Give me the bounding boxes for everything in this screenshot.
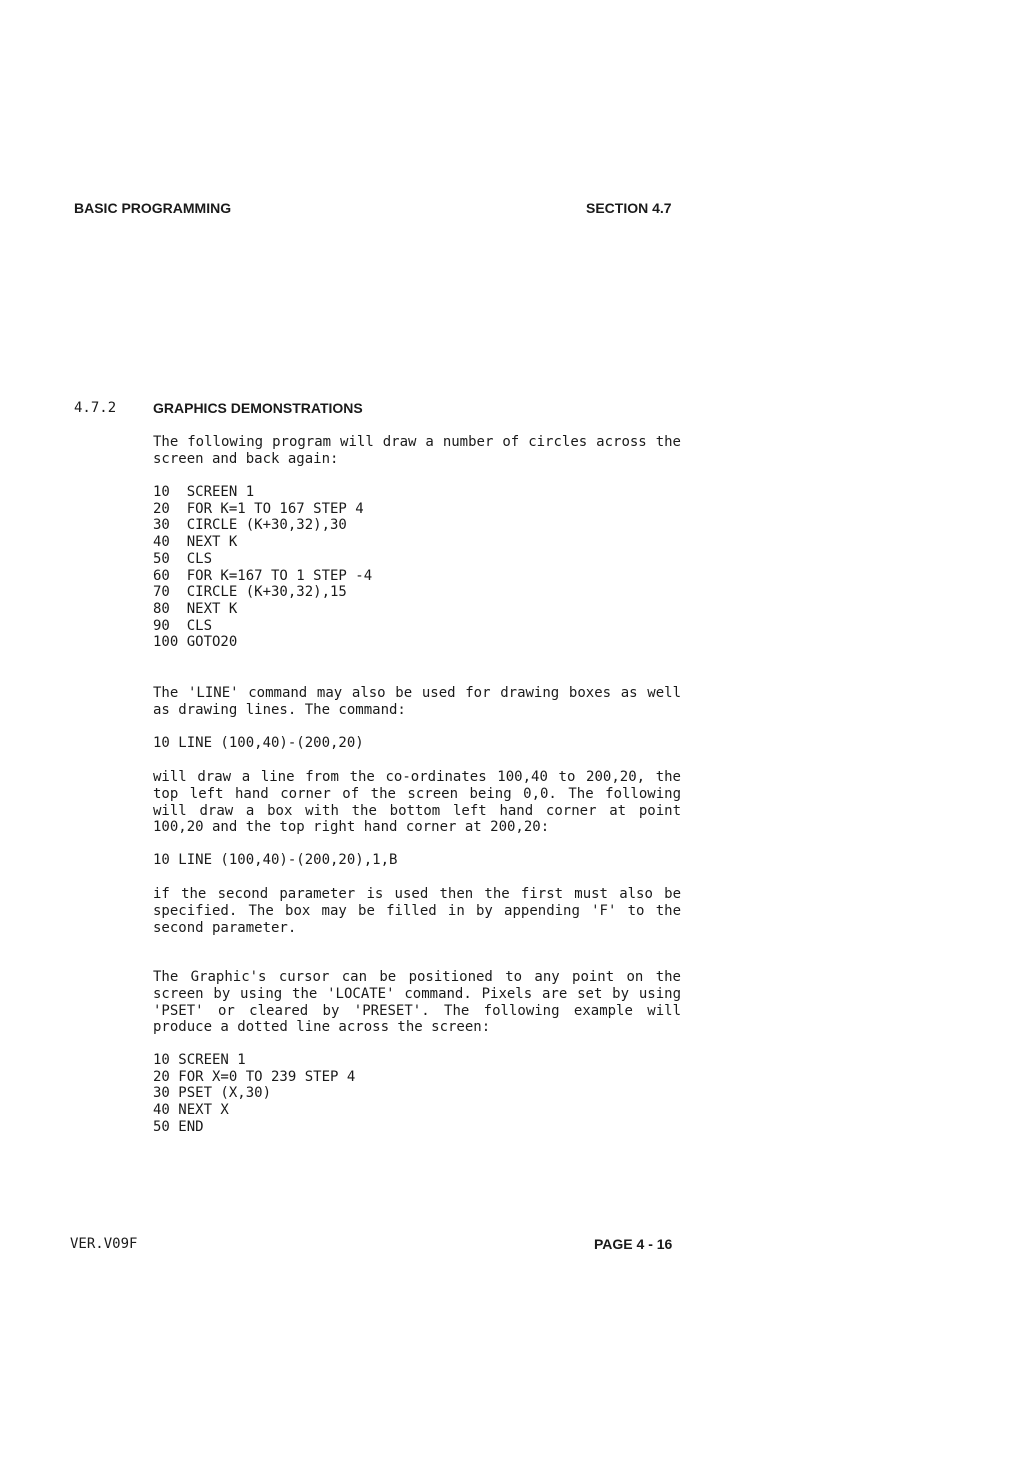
code-line: 50 CLS [153,550,213,567]
code-line: 40 NEXT K [153,534,238,551]
code-line: 20 FOR X=0 TO 239 STEP 4 [153,1068,356,1085]
code-line: 30 CIRCLE (K+30,32),30 [153,517,347,534]
line-command-example: 10 LINE (100,40)-(200,20) [153,735,364,751]
line-explanation-paragraph: will draw a line from the co-ordinates 100,40 to 200,20, the top left hand corner of the screen being 0,0. The following will draw a box with the bottom left hand corner at point 100,20 and the top right hand corner at 200,20: [153,769,681,836]
code-line: 10 SCREEN 1 [153,484,255,500]
code-line: 70 CIRCLE (K+30,32),15 [153,584,347,601]
code-line: 10 SCREEN 1 [153,1052,246,1068]
section-number: 4.7.2 [74,400,117,416]
code-line: 30 PSET (X,30) [153,1085,272,1102]
code-line: 20 FOR K=1 TO 167 STEP 4 [153,500,364,517]
section-title: GRAPHICS DEMONSTRATIONS [153,400,363,416]
running-header-title: BASIC PROGRAMMING [74,200,232,216]
box-command-example: 10 LINE (100,40)-(200,20),1,B [153,852,398,868]
code-line: 60 FOR K=167 TO 1 STEP -4 [153,567,373,584]
running-header-section: SECTION 4.7 [586,200,672,216]
code-line: 50 END [153,1118,204,1135]
code-line: 90 CLS [153,617,213,634]
program-listing-pset [153,1052,355,1136]
code-line: 100 GOTO20 [153,634,238,651]
cursor-paragraph: The Graphic's cursor can be positioned to any point on the screen by using the 'LOCATE' command. Pixels are set by using 'PSET' or cleared by 'PRESET'. The following example will produce a dotted line across the screen: [153,969,681,1036]
intro-paragraph: The following program will draw a number of circles across the screen and back again: [153,434,681,467]
line-command-paragraph: The 'LINE' command may also be used for drawing boxes as well as drawing lines. The command: [153,685,681,718]
program-listing-circles [153,484,372,651]
parameter-note-paragraph: if the second parameter is used then the first must also be specified. The box may be filled in by appending 'F' to the second parameter. [153,886,681,936]
page-number: PAGE 4 - 16 [594,1236,673,1252]
version-footer: VER.V09F [70,1236,138,1252]
code-line: 40 NEXT X [153,1102,229,1119]
code-line: 80 NEXT K [153,600,238,617]
